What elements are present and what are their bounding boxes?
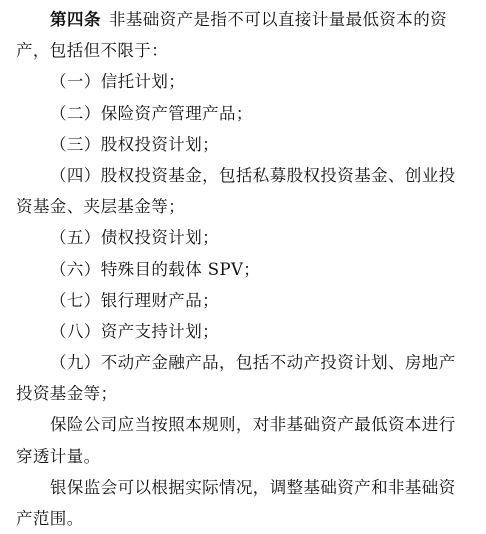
list-item-9-continuation: 投资基金等； — [16, 384, 118, 404]
list-item-3: （三）股权投资计划； — [50, 134, 219, 154]
article-heading-line — [16, 4, 474, 35]
list-item-4: （四）股权投资基金，包括私募股权投资基金、创业投 — [50, 165, 456, 185]
list-item-6: （六）特殊目的载体 SPV； — [50, 259, 261, 279]
list-item-9: （九）不动产金融产品，包括不动产投资计划、房地产 — [50, 353, 456, 373]
paragraph-1-line-1: 保险公司应当按照本规则，对非基础资产最低资本进行 — [50, 415, 456, 435]
list-item-8: （八）资产支持计划； — [50, 321, 219, 341]
paragraph-1-line-2: 穿透计量。 — [16, 446, 101, 466]
list-item-7: （七）银行理财产品； — [50, 290, 219, 310]
document-body — [16, 4, 474, 534]
list-item-1: （一）信托计划； — [50, 72, 186, 92]
article-number: 第四条 — [50, 10, 101, 29]
article-intro-text: 非基础资产是指不可以直接计量最低资本的资 — [109, 10, 447, 29]
list-item-4-continuation: 资基金、夹层基金等； — [16, 197, 185, 217]
article-intro-continuation: 产，包括但不限于： — [16, 41, 169, 61]
list-item-2: （二）保险资产管理产品； — [50, 103, 253, 123]
list-item-5: （五）债权投资计划； — [50, 228, 219, 248]
paragraph-2-line-1: 银保监会可以根据实际情况，调整基础资产和非基础资 — [50, 477, 456, 497]
paragraph-2-line-2: 产范围。 — [16, 509, 84, 528]
